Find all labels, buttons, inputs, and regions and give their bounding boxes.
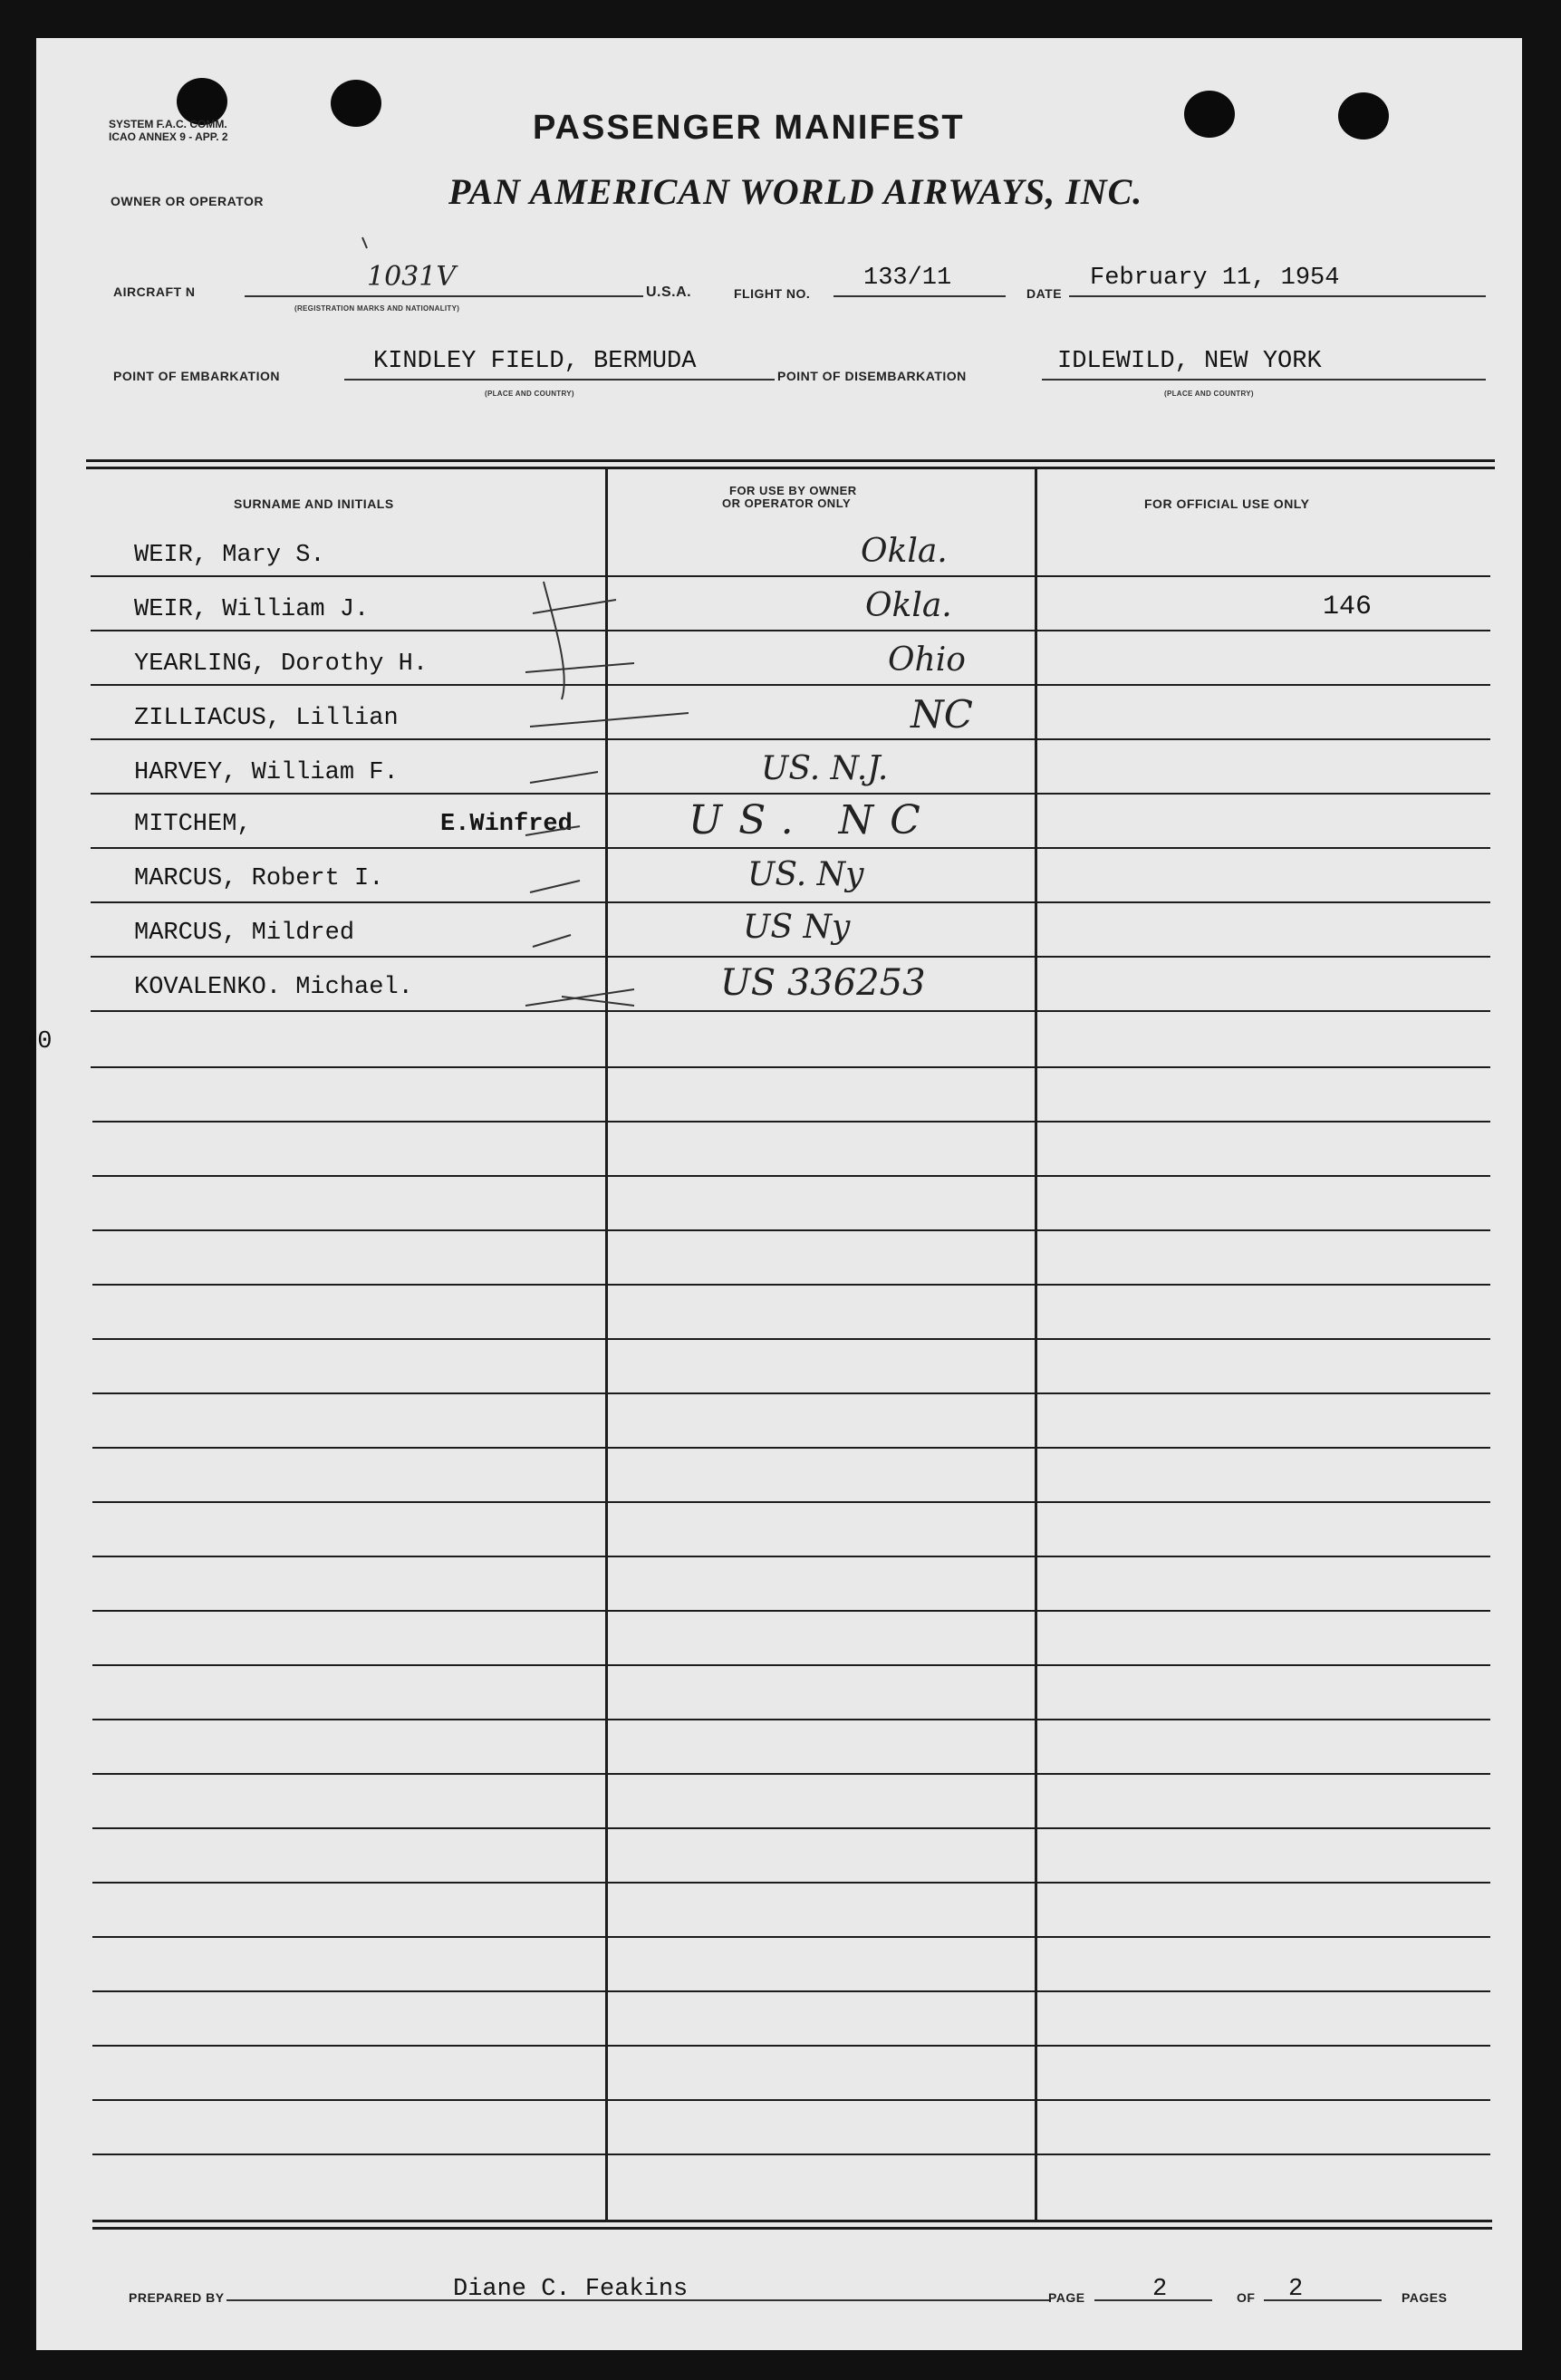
disembark-sublabel: (PLACE AND COUNTRY) bbox=[1164, 390, 1254, 398]
row-line bbox=[92, 1936, 1490, 1938]
passenger-name: MARCUS, Robert I. bbox=[134, 865, 384, 892]
passenger-name-extra: E.Winfred bbox=[440, 811, 573, 838]
tick-marks bbox=[36, 38, 1522, 1125]
prepared-label: PREPARED BY bbox=[129, 2290, 225, 2305]
passenger-name: HARVEY, William F. bbox=[134, 759, 399, 786]
embark-label: POINT OF EMBARKATION bbox=[113, 369, 280, 383]
passenger-name: MARCUS, Mildred bbox=[134, 920, 355, 947]
row-line bbox=[92, 1990, 1490, 1992]
row-line bbox=[92, 2154, 1490, 2155]
owner-note: US Ny bbox=[743, 909, 851, 946]
aircraft-sublabel: (REGISTRATION MARKS AND NATIONALITY) bbox=[294, 304, 460, 313]
aircraft-value: 1031V bbox=[367, 261, 457, 293]
row-line bbox=[92, 1392, 1490, 1394]
table-bottom-rule bbox=[92, 2227, 1492, 2230]
row-line bbox=[92, 1719, 1490, 1720]
owner-note: US. NC bbox=[689, 797, 937, 843]
row-line bbox=[92, 1610, 1490, 1612]
row-line bbox=[92, 1338, 1490, 1340]
pages-label: PAGES bbox=[1402, 2290, 1448, 2305]
page-label: PAGE bbox=[1048, 2290, 1085, 2305]
col-header-owner-1: FOR USE BY OWNER bbox=[729, 484, 857, 497]
operator-name: PAN AMERICAN WORLD AIRWAYS, INC. bbox=[448, 171, 1143, 212]
disembark-label: POINT OF DISEMBARKATION bbox=[777, 369, 967, 383]
form-ref-line1: SYSTEM F.A.C. COMM. bbox=[109, 118, 227, 130]
embark-sublabel: (PLACE AND COUNTRY) bbox=[485, 390, 574, 398]
row-line bbox=[92, 1827, 1490, 1829]
row-line bbox=[92, 2045, 1490, 2047]
row-line bbox=[92, 1556, 1490, 1557]
passenger-name: YEARLING, Dorothy H. bbox=[134, 650, 429, 678]
row-number: 1 bbox=[23, 542, 38, 569]
owner-note: Okla. bbox=[861, 533, 948, 570]
embark-value: KINDLEY FIELD, BERMUDA bbox=[373, 348, 697, 375]
table-bottom-rule bbox=[92, 2220, 1492, 2222]
passenger-name: WEIR, William J. bbox=[134, 596, 370, 623]
disembark-value: IDLEWILD, NEW YORK bbox=[1057, 348, 1322, 375]
row-number: 3 bbox=[23, 650, 38, 678]
page-value: 2 bbox=[1152, 2276, 1168, 2303]
row-number: 7 bbox=[23, 865, 38, 892]
row-line bbox=[92, 1121, 1490, 1123]
form-ref-line2: ICAO ANNEX 9 - APP. 2 bbox=[109, 130, 228, 143]
row-line bbox=[92, 1664, 1490, 1666]
row-number: 6 bbox=[23, 811, 38, 838]
row-line bbox=[92, 1882, 1490, 1884]
col-header-owner-2: OR OPERATOR ONLY bbox=[722, 496, 852, 510]
row-line bbox=[92, 2099, 1490, 2101]
row-line bbox=[92, 1773, 1490, 1775]
manifest-sheet bbox=[23, 38, 1522, 2350]
row-number: 2 bbox=[23, 596, 38, 623]
owner-label: OWNER OR OPERATOR bbox=[111, 194, 264, 208]
owner-note: Ohio bbox=[888, 641, 966, 679]
row-number: 5 bbox=[23, 759, 38, 786]
passenger-name: WEIR, Mary S. bbox=[134, 542, 325, 569]
official-entry: 146 bbox=[1323, 592, 1373, 622]
row-number: 10 bbox=[23, 1028, 53, 1055]
row-number: 4 bbox=[23, 705, 38, 732]
passenger-name: KOVALENKO. Michael. bbox=[134, 974, 413, 1001]
of-underline bbox=[1264, 2299, 1382, 2301]
country-label: U.S.A. bbox=[646, 284, 692, 300]
row-number: 9 bbox=[23, 974, 38, 1001]
col-header-surname: SURNAME AND INITIALS bbox=[234, 496, 394, 511]
flight-value: 133/11 bbox=[863, 265, 952, 292]
row-line bbox=[92, 1229, 1490, 1231]
flight-label: FLIGHT NO. bbox=[734, 286, 811, 301]
owner-note: US. Ny bbox=[747, 856, 864, 893]
owner-note: Okla. bbox=[865, 587, 952, 624]
owner-note: US 336253 bbox=[720, 962, 926, 1004]
passenger-name: MITCHEM, bbox=[134, 811, 252, 838]
col-header-official: FOR OFFICIAL USE ONLY bbox=[1144, 496, 1310, 511]
row-line bbox=[92, 1284, 1490, 1286]
row-line bbox=[92, 1447, 1490, 1449]
owner-note: US. N.J. bbox=[761, 750, 889, 787]
passenger-name: ZILLIACUS, Lillian bbox=[134, 705, 399, 732]
aircraft-label: AIRCRAFT N bbox=[113, 284, 196, 299]
of-value: 2 bbox=[1288, 2276, 1304, 2303]
of-label: OF bbox=[1237, 2290, 1256, 2305]
prepared-value: Diane C. Feakins bbox=[453, 2276, 689, 2303]
date-value: February 11, 1954 bbox=[1090, 265, 1340, 292]
row-line bbox=[92, 1501, 1490, 1503]
row-number: 8 bbox=[23, 920, 38, 947]
row-line bbox=[92, 1175, 1490, 1177]
owner-note: NC bbox=[911, 692, 973, 737]
page-title: PASSENGER MANIFEST bbox=[533, 109, 965, 147]
date-label: DATE bbox=[1026, 286, 1063, 301]
